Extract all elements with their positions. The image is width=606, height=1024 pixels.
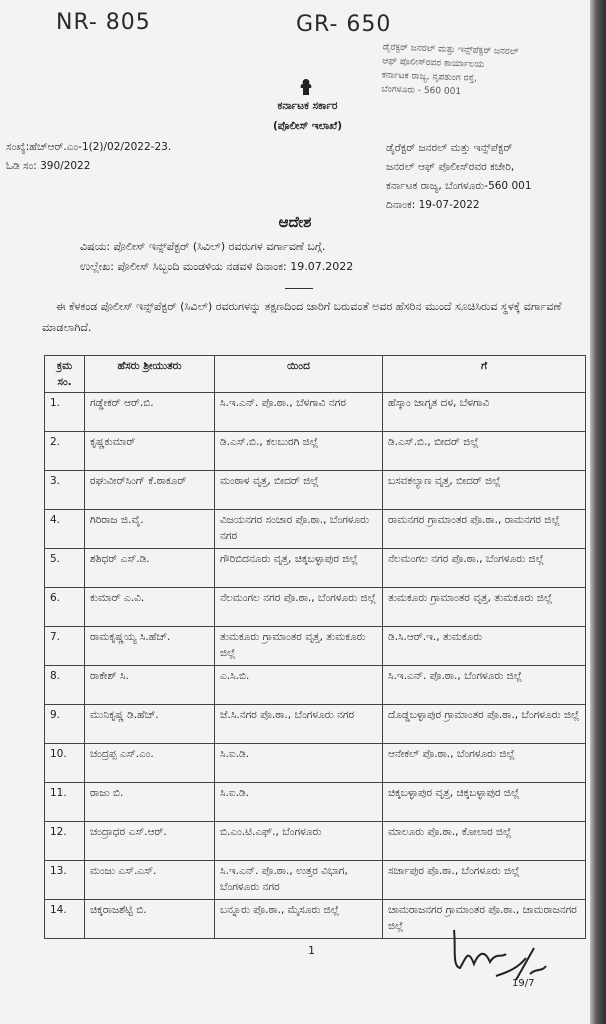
cell-name: ರಾಮಕೃಷ್ಣಯ್ಯ ಸಿ.ಹೆಚ್. [85,627,215,666]
cell-sl: 13. [45,861,85,900]
cell-to: ಬಸವಕಲ್ಯಾಣ ವೃತ್ತ, ಬೀದರ್ ಜಿಲ್ಲೆ [383,471,586,510]
cell-sl: 12. [45,822,85,861]
address-line: ಜನರಲ್ ಆಫ್ ಪೊಲೀಸ್‌ರವರ ಕಚೇರಿ, [386,161,515,173]
table-row [45,861,586,900]
cell-from: ಸಿ.ಇ.ಎನ್. ಪೊ.ಠಾ., ಉತ್ತರ ವಿಭಾಗ, ಬೆಂಗಳೂರು ನಗರ [215,861,383,900]
cell-sl: 6. [45,588,85,627]
cell-sl: 9. [45,705,85,744]
cell-to: ತುಮಕೂರು ಗ್ರಾಮಾಂತರ ವೃತ್ತ, ತುಮಕೂರು ಜಿಲ್ಲೆ [383,588,586,627]
stamp-line: ಡೈರೆಕ್ಟರ್ ಜನರಲ್ ಮತ್ತು ಇನ್ಸ್‌ಪೆಕ್ಟರ್ ಜನರಲ್ [382,42,519,58]
reference-line: ಉಲ್ಲೇಖ: ಪೊಲೀಸ್ ಸಿಬ್ಬಂದಿ ಮಂಡಳಿಯ ನಡವಳಿ ದಿನಾಂಕ: 19.07.2022 [80,260,354,273]
order-title: ಆದೇಶ [278,213,312,231]
cell-to: ನೆಲಮಂಗಲ ನಗರ ಪೊ.ಠಾ., ಬೆಂಗಳೂರು ಜಿಲ್ಲೆ [383,549,586,588]
od-number: ಓಡಿ ಸಂ: 390/2022 [6,160,91,172]
table-row [45,471,586,510]
cell-to: ಡಿ.ಎಸ್.ಬಿ., ಬೀದರ್ ಜಿಲ್ಲೆ [383,432,586,471]
page-edge [590,0,606,1024]
cell-sl: 1. [45,393,85,432]
stamp-line: ಕರ್ನಾಟಕ ರಾಜ್ಯ, ನೃಪತುಂಗ ರಸ್ತೆ, [381,70,478,84]
table-row [45,783,586,822]
cell-name: ಗಡ್ಡೇಕರ್ ಆರ್.ಬಿ. [85,393,215,432]
office-stamp [381,40,588,103]
cell-name: ರಘುವೀರ್‌ಸಿಂಗ್ ಕೆ.ಠಾಕೂರ್ [85,471,215,510]
handwritten-note-left: NR- 805 [56,10,151,35]
cell-sl: 8. [45,666,85,705]
reference-number: ಸಂಖ್ಯೆ:ಹೆಚ್‌ಆರ್‌.ಎಂ-1(2)/02/2022-23. [6,141,172,153]
header-to: ಗೆ [383,356,586,393]
cell-name: ಗಿರಿರಾಜ ಜಿ.ವೈ. [85,510,215,549]
cell-name: ರಾಕೇಶ್ ಸಿ. [85,666,215,705]
cell-sl: 11. [45,783,85,822]
cell-from: ಸಿ.ಐ.ಡಿ. [215,783,383,822]
table-row [45,549,586,588]
cell-from: ಸಿ.ಐ.ಡಿ. [215,744,383,783]
table-row [45,666,586,705]
cell-to: ಆನೇಕಲ್ ಪೊ.ಠಾ., ಬೆಂಗಳೂರು ಜಿಲ್ಲೆ [383,744,586,783]
cell-sl: 5. [45,549,85,588]
cell-to: ಡಿ.ಸಿ.ಆರ್.ಇ., ತುಮಕೂರು [383,627,586,666]
handwritten-note-center: GR- 650 [296,12,392,37]
transfer-table [44,355,586,939]
cell-name: ಮಂಜು ಎಸ್.ಎಸ್. [85,861,215,900]
table-row [45,822,586,861]
cell-from: ಬಿ.ಎಂ.ಟಿ.ಎಫ್., ಬೆಂಗಳೂರು [215,822,383,861]
cell-name: ಕುಮಾರ್ ಎ.ವಿ. [85,588,215,627]
department-name: (ಪೊಲೀಸ್ ಇಲಾಖೆ) [272,120,343,132]
table-row [45,705,586,744]
cell-sl: 7. [45,627,85,666]
header-sl-no: ಕ್ರಮ ಸಂ. [45,356,85,393]
cell-sl: 4. [45,510,85,549]
cell-from: ಎ.ಸಿ.ಬಿ. [215,666,383,705]
stamp-line: ಆಫ್ ಪೊಲೀಸ್‌ರವರ ಕಾರ್ಯಾಲಯ [382,56,485,70]
stamp-line: ಬೆಂಗಳೂರು - 560 001 [381,84,462,98]
cell-to: ಸಿ.ಇ.ಎನ್. ಪೊ.ಠಾ., ಬೆಂಗಳೂರು ಜಿಲ್ಲೆ [383,666,586,705]
table-row [45,510,586,549]
cell-to: ಸರ್ಜಾಪುರ ಪೊ.ಠಾ., ಬೆಂಗಳೂರು ಜಿಲ್ಲೆ [383,861,586,900]
signature-date: 19/7 [512,978,535,988]
table-row [45,393,586,432]
cell-name: ಚಂದ್ರಾಧರ ಎಸ್.ಆರ್. [85,822,215,861]
cell-sl: 2. [45,432,85,471]
cell-sl: 10. [45,744,85,783]
cell-from: ನೆಲಮಂಗಲ ನಗರ ಪೊ.ಠಾ., ಬೆಂಗಳೂರು ಜಿಲ್ಲೆ [215,588,383,627]
cell-from: ಡಿ.ಎಸ್.ಬಿ., ಕಲಬುರಗಿ ಜಿಲ್ಲೆ [215,432,383,471]
page-number: 1 [308,944,315,957]
cell-name: ರಾಜು ಬಿ. [85,783,215,822]
cell-from: ತುಮಕೂರು ಗ್ರಾಮಾಂತರ ವೃತ್ತ, ತುಮಕೂರು ಜಿಲ್ಲೆ [215,627,383,666]
order-body: ಈ ಕೆಳಕಂಡ ಪೊಲೀಸ್ ಇನ್ಸ್‌ಪೆಕ್ಟರ್ (ಸಿವಿಲ್) ರವರುಗಳನ್ನು ತಕ್ಷಣದಿಂದ ಜಾರಿಗೆ ಬರುವಂತೆ ಅವರ ಹೆಸರಿನ ಮುಂದೆ ಸೂಚಿಸಿರುವ ಸ್ಥಳಕ್ಕೆ ವರ್ಗಾವಣೆ ಮಾಡಲಾಗಿದೆ. [42,300,562,334]
cell-name: ಶಶಿಧರ್ ಎಸ್.ಡಿ. [85,549,215,588]
cell-from: ವಿಜಯನಗರ ಸಂಚಾರ ಪೊ.ಠಾ., ಬೆಂಗಳೂರು ನಗರ [215,510,383,549]
subject-line: ವಿಷಯ: ಪೊಲೀಸ್ ಇನ್ಸ್‌ಪೆಕ್ಟರ್ (ಸಿವಿಲ್) ರವರುಗಳ ವರ್ಗಾವಣೆ ಬಗ್ಗೆ. [80,240,326,253]
cell-to: ಹೆಸ್ಕಾಂ ಜಾಗೃತ ದಳ, ಬೆಳಗಾವಿ [383,393,586,432]
address-line: ಡೈರೆಕ್ಟರ್ ಜನರಲ್ ಮತ್ತು ಇನ್ಸ್‌ಪೆಕ್ಟರ್ [386,142,513,154]
cell-to: ಚಿಕ್ಕಬಳ್ಳಾಪುರ ವೃತ್ತ, ಚಿಕ್ಕಬಳ್ಳಾಪುರ ಜಿಲ್ಲೆ [383,783,586,822]
cell-sl: 14. [45,900,85,939]
cell-to: ಚಾಮರಾಜನಗರ ಗ್ರಾಮಾಂತರ ಪೊ.ಠಾ., ಚಾಮರಾಜನಗರ ಜಿಲ್ಲೆ [383,900,586,939]
order-date: ದಿನಾಂಕ: 19-07-2022 [386,199,480,211]
office-address [386,139,532,215]
table-row [45,588,586,627]
table-row [45,744,586,783]
cell-from: ಗೌರಿಬಿದನೂರು ವೃತ್ತ, ಚಿಕ್ಕಬಳ್ಳಾಪುರ ಜಿಲ್ಲೆ [215,549,383,588]
cell-to: ಮಾಲೂರು ಪೊ.ಠಾ., ಕೋಲಾರ ಜಿಲ್ಲೆ [383,822,586,861]
divider [285,288,313,289]
cell-from: ಸಿ.ಇ.ಎನ್. ಪೊ.ಠಾ., ಬೆಳಗಾವಿ ನಗರ [215,393,383,432]
cell-from: ಮಂಠಾಳ ವೃತ್ತ, ಬೀದರ್ ಜಿಲ್ಲೆ [215,471,383,510]
cell-from: ಜೆ.ಸಿ.ನಗರ ಪೊ.ಠಾ., ಬೆಂಗಳೂರು ನಗರ [215,705,383,744]
state-emblem-icon [298,78,314,96]
cell-sl: 3. [45,471,85,510]
cell-name: ಚಂದ್ರಪ್ಪ ಎಸ್.ಎಂ. [85,744,215,783]
cell-name: ಕೃಷ್ಣಕುಮಾರ್ [85,432,215,471]
cell-to: ರಾಮನಗರ ಗ್ರಾಮಾಂತರ ಪೊ.ಠಾ., ರಾಮನಗರ ಜಿಲ್ಲೆ [383,510,586,549]
cell-from: ಬನ್ನೂರು ಪೊ.ಠಾ., ಮೈಸೂರು ಜಿಲ್ಲೆ [215,900,383,939]
cell-name: ಮುನಿಕೃಷ್ಣ ಡಿ.ಹೆಚ್. [85,705,215,744]
government-name: ಕರ್ನಾಟಕ ಸರ್ಕಾರ [277,100,338,112]
header-name: ಹೆಸರು ಶ್ರೀಯುತರು [85,356,215,393]
signature [446,918,556,988]
cell-name: ಚಿಕ್ಕರಾಜಶೆಟ್ಟಿ ಬಿ. [85,900,215,939]
header-from: ಯಿಂದ [215,356,383,393]
table-row [45,627,586,666]
table-header-row [45,356,586,393]
table-row [45,432,586,471]
address-line: ಕರ್ನಾಟಕ ರಾಜ್ಯ, ಬೆಂಗಳೂರು-560 001 [386,180,532,192]
cell-to: ದೊಡ್ಡಬಳ್ಳಾಪುರ ಗ್ರಾಮಾಂತರ ಪೊ.ಠಾ., ಬೆಂಗಳೂರು ಜಿಲ್ಲೆ [383,705,586,744]
